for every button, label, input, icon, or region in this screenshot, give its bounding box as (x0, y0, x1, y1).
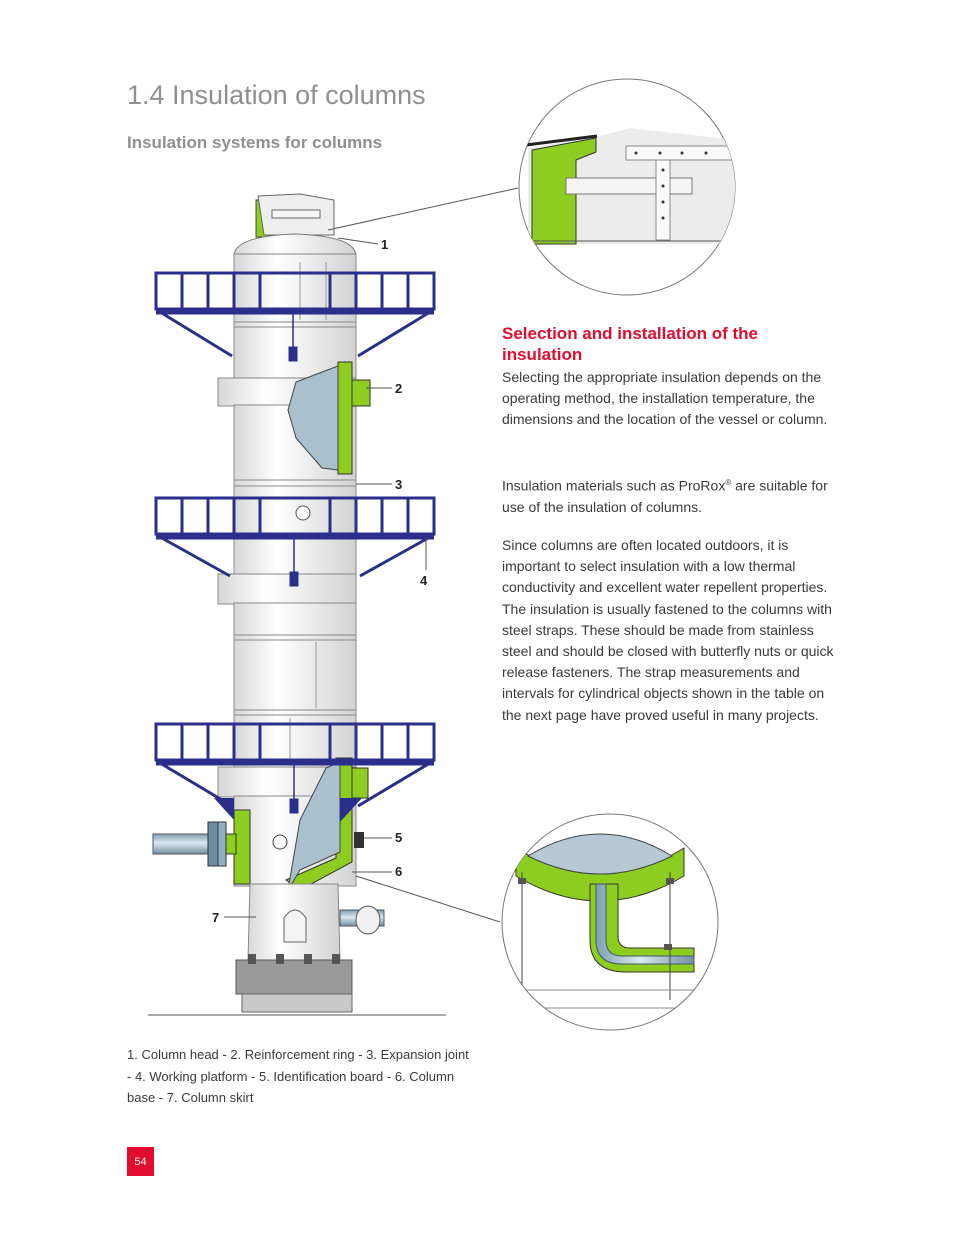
column-head (234, 194, 356, 255)
section-heading: Selection and installation of the insulation (502, 324, 758, 364)
callout-3: 3 (395, 477, 403, 492)
detail-circle-column-base (502, 814, 720, 1030)
paragraph-2: Insulation materials such as ProRox® are suitable for use of the insulation of columns. (502, 477, 828, 515)
figure-caption: 1. Column head - 2. Reinforcement ring - 3. Expansion joint - 4. Working platform - 5. Identification board - 6. Column base - 7. Column skirt (127, 1047, 469, 1105)
callout-2: 2 (395, 381, 403, 396)
callout-4: 4 (420, 573, 428, 588)
column-skirt (148, 884, 446, 1015)
callout-5: 5 (395, 830, 403, 845)
callout-7: 7 (212, 910, 220, 925)
paragraph-1: Selecting the appropriate insulation depends on the operating method, the installation temperature, the dimensions and the location of the vessel or column. (502, 369, 828, 428)
detail-circle-column-head (519, 79, 736, 295)
page-number: 54 (127, 1147, 154, 1176)
callout-6: 6 (395, 864, 403, 879)
callout-1: 1 (381, 237, 389, 252)
page-title: 1.4 Insulation of columns (127, 80, 426, 110)
page-subtitle: Insulation systems for columns (127, 133, 383, 152)
paragraph-3: Since columns are often located outdoors, it is important to select insulation with a low thermal conductivity and excellent water repellent properties. The insulation is usually fastened to the columns with steel straps. These should be made from stainless steel and should be closed with butterfly nuts or quick release fasteners. The strap measurements and intervals for cylindrical objects shown in the table on the next page have proved useful in many projects. (502, 537, 834, 723)
